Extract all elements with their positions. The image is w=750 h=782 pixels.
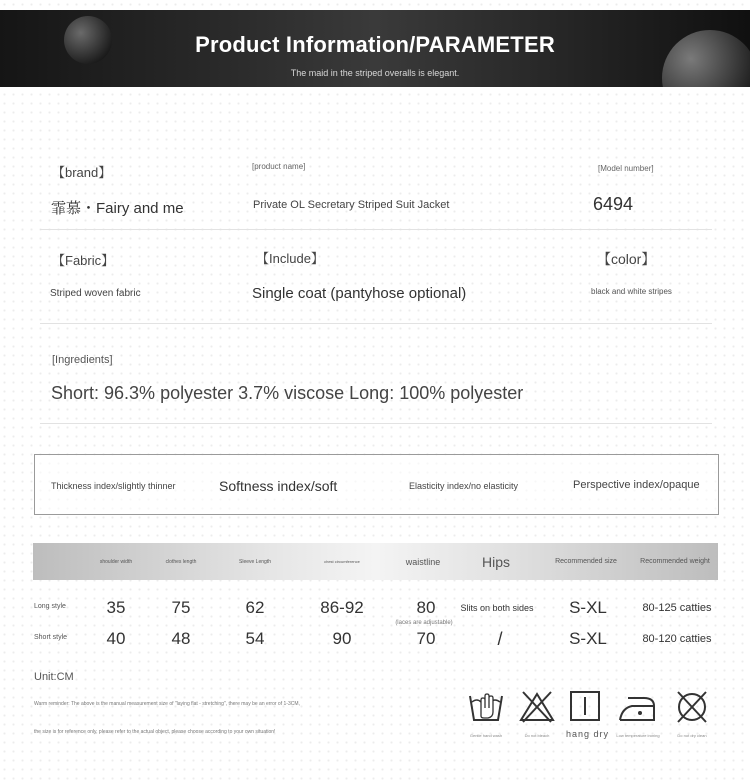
table-cell: S-XL: [569, 629, 607, 648]
header-sleeve-length: Sleeve Length: [239, 558, 271, 565]
hang-dry-icon: [569, 690, 601, 724]
thickness-index: Thickness index/slightly thinner: [51, 481, 176, 491]
table-cell: 80-120 catties: [642, 633, 712, 645]
header-shoulder-width: shoulder width: [99, 558, 133, 565]
table-cell: 40: [106, 629, 126, 648]
table-cell: Slits on both sides: [460, 603, 534, 613]
no-dry-clean-icon: [674, 690, 710, 724]
softness-index: Softness index/soft: [219, 478, 338, 494]
waistline-note: (laces are adjustable): [395, 620, 453, 626]
fabric-label: 【Fabric】: [52, 253, 115, 268]
divider: [40, 323, 712, 324]
table-cell: 54: [245, 629, 265, 648]
brand-label: 【brand】: [52, 165, 112, 180]
header-hips: Hips: [481, 553, 510, 570]
row-label-short: Short style: [34, 634, 68, 641]
perspective-index: Perspective index/opaque: [573, 479, 700, 491]
fabric-value: Striped woven fabric: [50, 288, 141, 299]
no-bleach-icon: [519, 690, 555, 724]
table-cell: 48: [171, 629, 191, 648]
header-recommended-size: Recommended size: [555, 558, 617, 565]
low-iron-icon: [618, 690, 658, 724]
model-number-value: 6494: [593, 194, 634, 214]
table-cell: 90: [332, 629, 352, 648]
table-cell: 70: [416, 629, 436, 648]
table-cell: 86-92: [320, 598, 364, 617]
product-name-value: Private OL Secretary Striped Suit Jacket: [253, 199, 450, 211]
page-title: Product Information/PARAMETER: [195, 32, 555, 57]
warm-reminder-line-2: the size is for reference only, please refer to the actual object, please choose according to your own situation!: [34, 729, 276, 735]
header-recommended-weight: Recommended weight: [640, 558, 710, 565]
include-label: 【Include】: [256, 251, 324, 266]
color-value: black and white stripes: [591, 287, 672, 296]
include-value: Single coat (pantyhose optional): [252, 285, 467, 302]
ingredients-value: Short: 96.3% polyester 3.7% viscose Long: 100% polyester: [51, 383, 524, 403]
care-caption: Do not dry clean: [677, 733, 707, 738]
unit-label: Unit:CM: [34, 671, 74, 683]
header-chest-circumference: chest circumference: [324, 559, 360, 564]
divider: [40, 423, 712, 424]
header-clothes-length: clothes length: [165, 558, 197, 565]
elasticity-index: Elasticity index/no elasticity: [409, 481, 519, 491]
care-caption: Low temperature ironing: [616, 733, 660, 738]
header-waistline: waistline: [405, 556, 441, 567]
row-label-long: Long style: [34, 603, 66, 610]
model-number-label: [Model number]: [598, 164, 654, 173]
table-cell: 75: [171, 598, 191, 617]
product-name-label: [product name]: [252, 162, 306, 171]
divider: [40, 229, 712, 230]
ingredients-label: [Ingredients]: [52, 354, 113, 366]
table-cell: 35: [106, 598, 126, 617]
size-table-header: [33, 543, 718, 580]
header-banner: [0, 10, 750, 87]
table-cell: S-XL: [569, 598, 607, 617]
color-label: 【color】: [597, 251, 656, 267]
table-cell: 62: [245, 598, 265, 617]
table-cell: 80-125 catties: [642, 602, 712, 614]
brand-value: 霏慕・Fairy and me: [51, 200, 184, 217]
care-caption: Gentle hand wash: [469, 733, 503, 738]
care-caption: hang dry: [566, 729, 610, 739]
page-subtitle: The maid in the striped overalls is elegant.: [290, 68, 460, 78]
warm-reminder-line-1: Warm reminder: The above is the manual measurement size of "laying flat - stretching", there may be an error of 1-3CM,: [34, 701, 300, 707]
fabric-index-box: [34, 454, 719, 515]
hand-wash-icon: [468, 690, 504, 724]
table-cell: /: [497, 628, 503, 649]
table-cell: 80: [416, 598, 436, 617]
care-caption: Do not bleach: [524, 733, 550, 738]
